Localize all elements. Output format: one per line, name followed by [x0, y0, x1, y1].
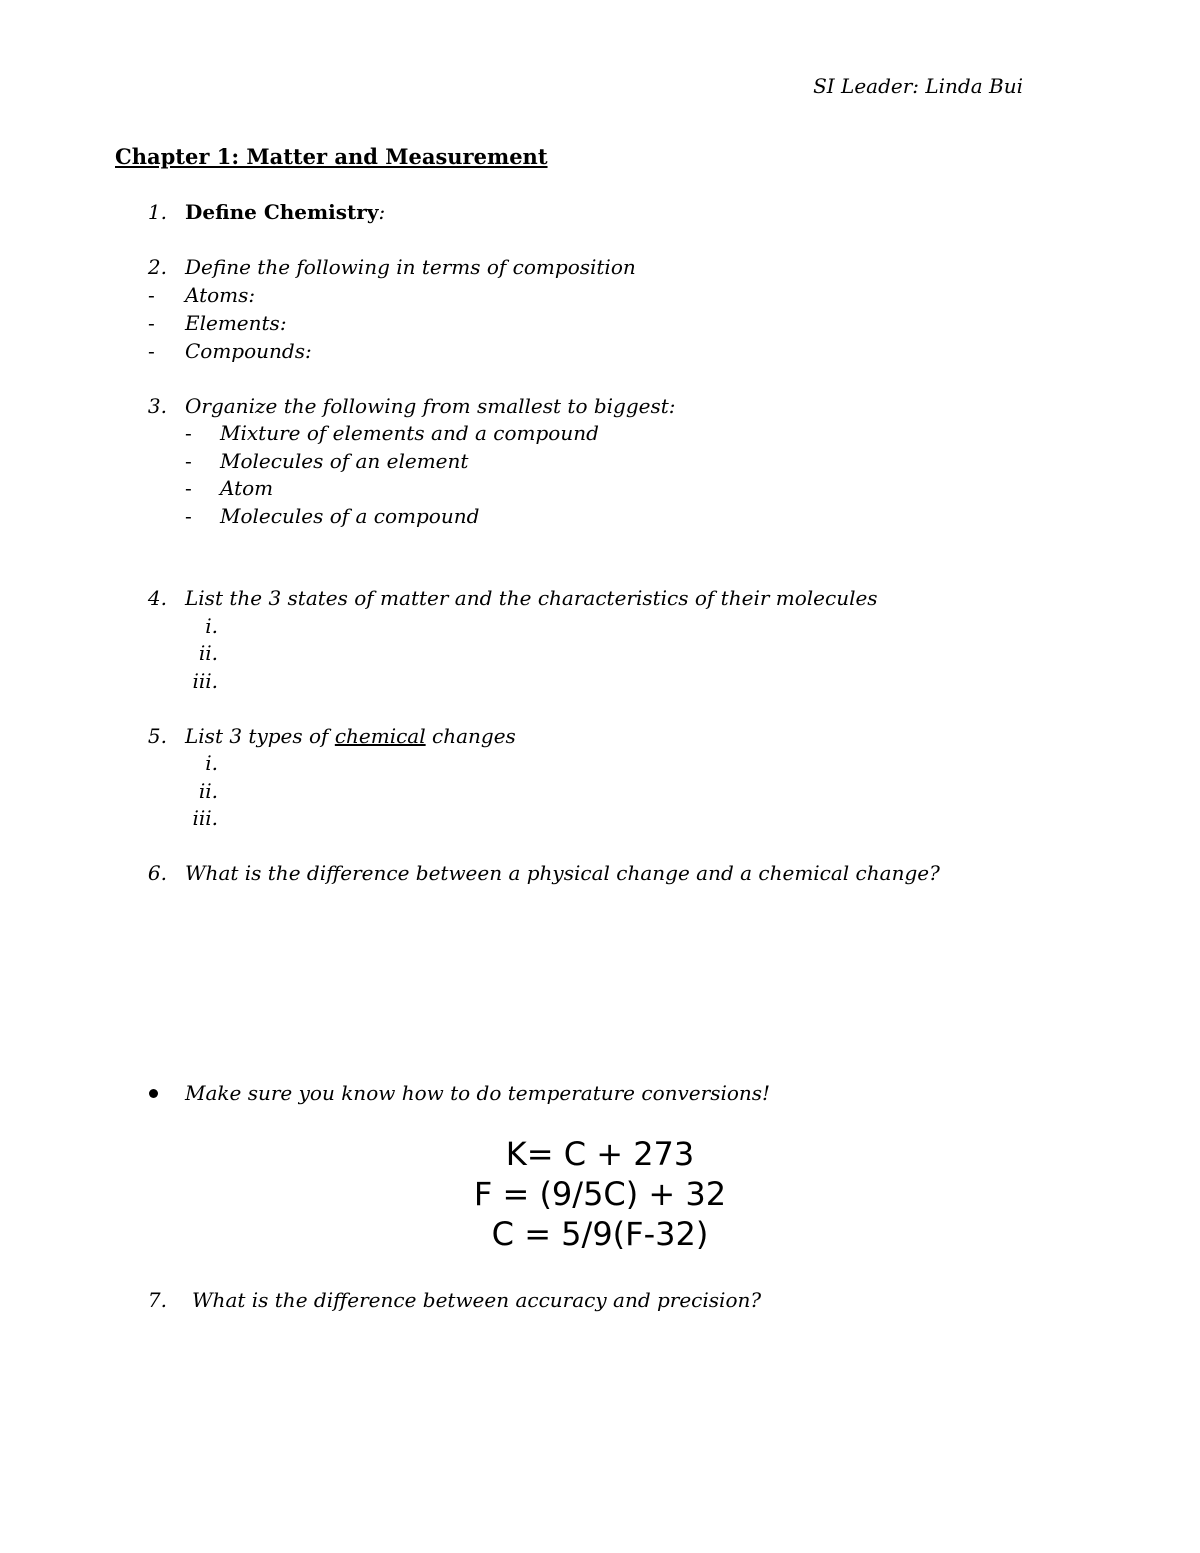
question-4-number: 4.	[147, 586, 167, 610]
dash-bullet: -	[185, 476, 192, 500]
bullet-dot-icon	[149, 1089, 158, 1098]
chapter-title: Chapter 1: Matter and Measurement	[115, 144, 548, 169]
dash-bullet: -	[148, 339, 155, 363]
question-6-number: 6.	[147, 861, 167, 885]
dash-bullet: -	[185, 421, 192, 445]
question-5-underlined: chemical	[334, 724, 426, 748]
question-5-text-before: List 3 types of	[185, 724, 335, 748]
question-1-colon: :	[378, 200, 386, 224]
formula-kelvin: K= C + 273	[505, 1135, 695, 1173]
question-2-number: 2.	[147, 255, 167, 279]
roman-numeral: iii.	[192, 806, 218, 830]
roman-numeral: i.	[205, 751, 218, 775]
roman-numeral: ii.	[198, 641, 218, 665]
list-item: Compounds:	[185, 339, 312, 363]
list-item: Molecules of a compound	[220, 504, 480, 528]
question-5-text-after: changes	[425, 724, 516, 748]
question-3-text: Organize the following from smallest to biggest:	[185, 394, 676, 418]
roman-numeral: iii.	[192, 669, 218, 693]
dash-bullet: -	[148, 283, 155, 307]
question-7-number: 7.	[147, 1288, 167, 1312]
roman-numeral: ii.	[198, 779, 218, 803]
question-4-text: List the 3 states of matter and the characteristics of their molecules	[185, 586, 878, 610]
list-item: Atoms:	[185, 283, 256, 307]
list-item: Atom	[220, 476, 274, 500]
question-1	[185, 200, 385, 224]
formula-celsius: C = 5/9(F-32)	[491, 1215, 709, 1253]
question-3-number: 3.	[147, 394, 167, 418]
question-1-label: Define Chemistry	[185, 200, 379, 224]
question-2-text: Define the following in terms of composition	[185, 255, 636, 279]
question-7-text: What is the difference between accuracy and precision?	[192, 1288, 762, 1312]
list-item: Molecules of an element	[220, 449, 469, 473]
question-5-text	[185, 724, 516, 748]
list-item: Mixture of elements and a compound	[220, 421, 599, 445]
formula-fahrenheit: F = (9/5C) + 32	[473, 1175, 727, 1213]
si-leader-header: SI Leader: Linda Bui	[813, 74, 1023, 98]
question-5-number: 5.	[147, 724, 167, 748]
temperature-note: Make sure you know how to do temperature conversions!	[185, 1081, 771, 1105]
list-item: Elements:	[185, 311, 287, 335]
dash-bullet: -	[148, 311, 155, 335]
dash-bullet: -	[185, 504, 192, 528]
question-1-number: 1.	[147, 200, 167, 224]
question-6-text: What is the difference between a physical change and a chemical change?	[185, 861, 940, 885]
dash-bullet: -	[185, 449, 192, 473]
roman-numeral: i.	[205, 614, 218, 638]
